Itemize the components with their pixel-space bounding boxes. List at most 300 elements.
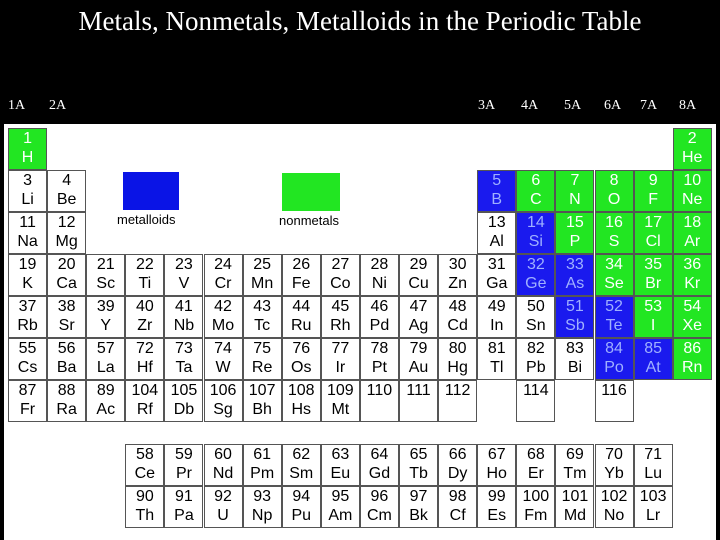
element-cell — [477, 296, 516, 338]
element-symbol: Ta — [175, 359, 193, 376]
element-cell — [555, 486, 594, 528]
atomic-number: 106 — [209, 382, 237, 399]
element-symbol: Sc — [96, 275, 116, 292]
atomic-number: 102 — [600, 488, 628, 505]
element-cell — [164, 338, 203, 380]
element-symbol: V — [178, 275, 190, 292]
element-cell — [125, 338, 164, 380]
atomic-number: 17 — [644, 214, 663, 231]
atomic-number: 84 — [605, 340, 623, 357]
atomic-number: 32 — [526, 256, 545, 273]
element-symbol: Pd — [369, 317, 390, 334]
element-cell — [360, 296, 399, 338]
atomic-number: 101 — [561, 488, 589, 505]
element-cell — [673, 338, 712, 380]
element-cell — [595, 444, 634, 486]
atomic-number: 3 — [23, 172, 32, 189]
element-symbol: C — [530, 191, 542, 208]
atomic-number: 64 — [370, 446, 389, 463]
element-cell — [204, 296, 243, 338]
group-header-2a: 2A — [49, 98, 67, 113]
atomic-number: 100 — [522, 488, 550, 505]
element-symbol: O — [607, 191, 621, 208]
element-symbol: Ar — [684, 233, 701, 250]
element-cell — [125, 254, 164, 296]
element-cell — [47, 338, 86, 380]
element-symbol: Db — [173, 401, 195, 418]
element-symbol: Co — [330, 275, 351, 292]
atomic-number: 114 — [523, 382, 549, 399]
atomic-number: 2 — [687, 130, 697, 147]
element-cell — [399, 296, 438, 338]
element-symbol: U — [217, 507, 229, 524]
element-symbol: Nd — [212, 465, 234, 482]
atomic-number: 58 — [135, 446, 154, 463]
atomic-number: 8 — [609, 172, 619, 189]
atomic-number: 63 — [331, 446, 350, 463]
metalloids-legend-label: metalloids — [117, 212, 176, 227]
element-cell — [673, 212, 712, 254]
element-symbol: F — [648, 191, 659, 208]
element-cell — [243, 254, 282, 296]
element-symbol: Ce — [134, 465, 156, 482]
element-cell — [399, 254, 438, 296]
element-cell — [47, 296, 86, 338]
atomic-number: 75 — [253, 340, 272, 357]
element-symbol: Hf — [136, 359, 153, 376]
element-symbol: At — [645, 359, 661, 376]
element-cell — [8, 254, 47, 296]
element-symbol: Pt — [371, 359, 387, 376]
atomic-number: 53 — [644, 298, 663, 315]
element-cell — [360, 444, 399, 486]
element-symbol: Zn — [448, 275, 467, 292]
atomic-number: 97 — [409, 488, 428, 505]
element-symbol: Dy — [447, 465, 468, 482]
atomic-number: 60 — [214, 446, 232, 463]
atomic-number: 50 — [526, 298, 545, 315]
atomic-number: 105 — [170, 382, 198, 399]
element-cell — [516, 486, 555, 528]
group-header-7a: 7A — [640, 98, 658, 113]
atomic-number: 87 — [18, 382, 37, 399]
element-symbol: No — [603, 507, 625, 524]
element-cell — [477, 486, 516, 528]
atomic-number: 29 — [409, 256, 428, 273]
element-symbol: Pr — [175, 465, 192, 482]
atomic-number: 99 — [487, 488, 506, 505]
atomic-number: 59 — [175, 446, 193, 463]
atomic-number: 30 — [448, 256, 467, 273]
element-cell — [125, 296, 164, 338]
atomic-number: 15 — [566, 214, 584, 231]
element-symbol: Eu — [330, 465, 351, 482]
atomic-number: 91 — [175, 488, 193, 505]
element-symbol: Ag — [408, 317, 429, 334]
element-cell — [516, 296, 555, 338]
element-symbol: Sn — [526, 317, 546, 334]
atomic-number: 68 — [526, 446, 545, 463]
group-header-1a: 1A — [8, 98, 26, 113]
element-cell — [47, 254, 86, 296]
element-cell — [595, 338, 634, 380]
atomic-number: 85 — [644, 340, 663, 357]
element-symbol: Cs — [17, 359, 38, 376]
element-symbol: Lr — [646, 507, 661, 524]
element-cell — [204, 338, 243, 380]
element-cell — [555, 338, 594, 380]
atomic-number: 66 — [448, 446, 467, 463]
nonmetals-legend-label: nonmetals — [279, 213, 339, 228]
element-cell — [673, 254, 712, 296]
atomic-number: 98 — [448, 488, 467, 505]
element-cell — [204, 380, 243, 422]
atomic-number: 57 — [96, 340, 115, 357]
element-cell — [634, 296, 673, 338]
element-symbol: Ru — [291, 317, 312, 334]
element-cell — [204, 486, 243, 528]
element-symbol: Ho — [486, 465, 507, 482]
element-cell — [47, 212, 86, 254]
page-title: Metals, Nonmetals, Metalloids in the Periodic Table — [78, 6, 642, 36]
atomic-number: 47 — [409, 298, 428, 315]
element-cell — [86, 254, 125, 296]
atomic-number: 108 — [287, 382, 315, 399]
group-header-6a: 6A — [604, 98, 622, 113]
element-symbol: Tb — [409, 465, 428, 482]
atomic-number: 33 — [566, 256, 584, 273]
element-symbol: Re — [251, 359, 273, 376]
atomic-number: 109 — [326, 382, 354, 399]
atomic-number: 54 — [683, 298, 702, 315]
element-cell — [8, 170, 47, 212]
atomic-number: 25 — [253, 256, 272, 273]
element-symbol: Br — [645, 275, 662, 292]
element-symbol: He — [682, 149, 703, 166]
element-symbol: Ge — [525, 275, 547, 292]
element-symbol: Er — [527, 465, 544, 482]
atomic-number: 74 — [214, 340, 232, 357]
element-cell — [282, 338, 321, 380]
element-symbol: Al — [489, 233, 504, 250]
atomic-number: 26 — [292, 256, 311, 273]
element-cell — [204, 254, 243, 296]
element-symbol: Ir — [335, 359, 346, 376]
atomic-number: 116 — [601, 382, 627, 399]
element-cell — [164, 486, 203, 528]
element-symbol: Li — [21, 191, 34, 208]
element-cell — [282, 486, 321, 528]
element-cell — [595, 212, 634, 254]
element-symbol: Si — [528, 233, 543, 250]
atomic-number: 89 — [96, 382, 115, 399]
metalloids-legend-swatch — [123, 172, 179, 210]
atomic-number: 56 — [57, 340, 76, 357]
atomic-number: 70 — [605, 446, 623, 463]
element-symbol: B — [491, 191, 503, 208]
element-symbol: I — [650, 317, 656, 334]
element-cell — [243, 380, 282, 422]
element-cell — [438, 338, 477, 380]
atomic-number: 18 — [683, 214, 702, 231]
element-symbol: Ga — [486, 275, 508, 292]
element-cell — [360, 254, 399, 296]
element-symbol: Pm — [250, 465, 275, 482]
atomic-number: 44 — [292, 298, 311, 315]
atomic-number: 62 — [292, 446, 311, 463]
element-cell — [634, 254, 673, 296]
atomic-number: 35 — [644, 256, 663, 273]
element-cell — [438, 254, 477, 296]
atomic-number: 67 — [487, 446, 506, 463]
atomic-number: 51 — [566, 298, 584, 315]
atomic-number: 38 — [57, 298, 76, 315]
element-symbol: Ac — [96, 401, 116, 418]
element-symbol: Tm — [563, 465, 587, 482]
element-symbol: Ni — [371, 275, 387, 292]
element-symbol: Pu — [291, 507, 312, 524]
element-cell — [399, 444, 438, 486]
atomic-number: 88 — [57, 382, 76, 399]
element-symbol: Ti — [138, 275, 152, 292]
atomic-number: 83 — [566, 340, 584, 357]
atomic-number: 79 — [409, 340, 428, 357]
element-symbol: Rb — [17, 317, 38, 334]
element-cell — [555, 170, 594, 212]
element-symbol: Ca — [56, 275, 77, 292]
element-cell — [516, 444, 555, 486]
element-symbol: Cf — [449, 507, 466, 524]
element-cell — [86, 380, 125, 422]
element-cell — [8, 212, 47, 254]
element-symbol: Kr — [684, 275, 701, 292]
element-cell — [8, 128, 47, 170]
atomic-number: 14 — [526, 214, 545, 231]
element-cell — [673, 170, 712, 212]
element-symbol: Mg — [55, 233, 78, 250]
element-symbol: In — [490, 317, 504, 334]
element-cell — [243, 486, 282, 528]
element-symbol: Pa — [174, 507, 194, 524]
element-symbol: Ba — [56, 359, 77, 376]
atomic-number: 46 — [370, 298, 389, 315]
element-symbol: Tc — [254, 317, 271, 334]
atomic-number: 34 — [605, 256, 623, 273]
element-cell — [282, 444, 321, 486]
atomic-number: 4 — [62, 172, 72, 189]
element-cell — [595, 170, 634, 212]
element-cell — [282, 296, 321, 338]
atomic-number: 41 — [175, 298, 193, 315]
element-symbol: Hg — [447, 359, 468, 376]
atomic-number: 39 — [96, 298, 115, 315]
element-symbol: Sm — [289, 465, 314, 482]
element-cell — [516, 254, 555, 296]
element-symbol: S — [608, 233, 620, 250]
element-cell — [360, 338, 399, 380]
element-cell — [516, 212, 555, 254]
element-cell — [595, 486, 634, 528]
element-symbol: La — [96, 359, 115, 376]
element-cell — [516, 170, 555, 212]
element-cell — [282, 254, 321, 296]
element-cell — [282, 380, 321, 422]
atomic-number: 19 — [18, 256, 37, 273]
atomic-number: 37 — [18, 298, 37, 315]
element-cell — [595, 380, 634, 422]
element-cell — [595, 296, 634, 338]
element-cell — [360, 486, 399, 528]
element-cell — [477, 254, 516, 296]
element-cell — [321, 444, 360, 486]
element-symbol: K — [22, 275, 33, 292]
element-symbol: Ne — [682, 191, 703, 208]
element-symbol: Fm — [524, 507, 548, 524]
element-cell — [438, 444, 477, 486]
element-symbol: Zr — [137, 317, 153, 334]
element-symbol: Rh — [330, 317, 351, 334]
element-cell — [399, 486, 438, 528]
element-cell — [399, 380, 438, 422]
group-header-3a: 3A — [478, 98, 496, 113]
element-cell — [634, 170, 673, 212]
atomic-number: 11 — [19, 214, 36, 231]
element-cell — [243, 338, 282, 380]
element-symbol: Xe — [682, 317, 703, 334]
atomic-number: 77 — [331, 340, 350, 357]
element-symbol: As — [565, 275, 585, 292]
group-header-4a: 4A — [521, 98, 539, 113]
atomic-number: 111 — [406, 382, 431, 399]
atomic-number: 24 — [214, 256, 232, 273]
atomic-number: 93 — [253, 488, 272, 505]
atomic-number: 94 — [292, 488, 311, 505]
element-symbol: Be — [56, 191, 77, 208]
atomic-number: 45 — [331, 298, 350, 315]
element-cell — [438, 486, 477, 528]
element-cell — [164, 296, 203, 338]
element-symbol: P — [569, 233, 581, 250]
element-cell — [360, 380, 399, 422]
element-symbol: Sg — [213, 401, 233, 418]
element-cell — [164, 380, 203, 422]
element-cell — [555, 296, 594, 338]
element-cell — [438, 380, 477, 422]
element-symbol: Bk — [409, 507, 428, 524]
element-cell — [8, 338, 47, 380]
atomic-number: 27 — [331, 256, 350, 273]
element-cell — [321, 338, 360, 380]
atomic-number: 23 — [175, 256, 193, 273]
atomic-number: 10 — [683, 172, 702, 189]
element-cell — [634, 338, 673, 380]
element-cell — [164, 444, 203, 486]
element-symbol: Te — [605, 317, 623, 334]
element-symbol: Yb — [604, 465, 624, 482]
element-symbol: Mt — [331, 401, 350, 418]
atomic-number: 73 — [175, 340, 193, 357]
element-cell — [673, 296, 712, 338]
atomic-number: 69 — [566, 446, 584, 463]
atomic-number: 40 — [135, 298, 154, 315]
element-symbol: Cr — [214, 275, 232, 292]
atomic-number: 81 — [487, 340, 506, 357]
atomic-number: 76 — [292, 340, 311, 357]
element-symbol: Sr — [58, 317, 75, 334]
element-cell — [164, 254, 203, 296]
atomic-number: 55 — [18, 340, 37, 357]
element-symbol: Fr — [19, 401, 36, 418]
atomic-number: 90 — [135, 488, 154, 505]
atomic-number: 78 — [370, 340, 389, 357]
atomic-number: 5 — [492, 172, 502, 189]
element-cell — [634, 486, 673, 528]
element-cell — [634, 212, 673, 254]
atomic-number: 21 — [96, 256, 115, 273]
atomic-number: 110 — [366, 382, 393, 399]
atomic-number: 12 — [57, 214, 76, 231]
element-cell — [47, 170, 86, 212]
element-cell — [47, 380, 86, 422]
element-symbol: Y — [100, 317, 112, 334]
atomic-number: 36 — [683, 256, 702, 273]
atomic-number: 16 — [605, 214, 623, 231]
element-cell — [477, 212, 516, 254]
element-symbol: Ra — [56, 401, 77, 418]
element-cell — [673, 128, 712, 170]
element-cell — [8, 296, 47, 338]
element-symbol: Pb — [526, 359, 546, 376]
atomic-number: 112 — [444, 382, 471, 399]
periodic-table — [4, 124, 716, 540]
element-symbol: Bh — [252, 401, 272, 418]
element-symbol: Cd — [447, 317, 468, 334]
element-cell — [555, 254, 594, 296]
element-symbol: Se — [604, 275, 624, 292]
atomic-number: 6 — [531, 172, 541, 189]
element-symbol: Cm — [366, 507, 392, 524]
element-cell — [477, 338, 516, 380]
element-symbol: Os — [291, 359, 312, 376]
element-symbol: Na — [17, 233, 38, 250]
atomic-number: 65 — [409, 446, 428, 463]
element-cell — [555, 444, 594, 486]
element-cell — [477, 170, 516, 212]
element-cell — [243, 444, 282, 486]
element-cell — [516, 338, 555, 380]
group-header-8a: 8A — [679, 98, 697, 113]
element-cell — [321, 296, 360, 338]
element-cell — [125, 444, 164, 486]
atomic-number: 28 — [370, 256, 389, 273]
element-cell — [321, 380, 360, 422]
atomic-number: 107 — [248, 382, 276, 399]
atomic-number: 43 — [253, 298, 272, 315]
element-symbol: Tl — [490, 359, 504, 376]
element-cell — [555, 212, 594, 254]
element-symbol: Hs — [291, 401, 312, 418]
atomic-number: 104 — [131, 382, 159, 399]
element-symbol: Rf — [136, 401, 153, 418]
element-symbol: Mo — [211, 317, 235, 334]
atomic-number: 82 — [526, 340, 545, 357]
atomic-number: 103 — [639, 488, 667, 505]
element-cell — [634, 444, 673, 486]
element-cell — [595, 254, 634, 296]
nonmetals-legend-swatch — [282, 173, 340, 211]
atomic-number: 61 — [253, 446, 272, 463]
atomic-number: 80 — [448, 340, 467, 357]
